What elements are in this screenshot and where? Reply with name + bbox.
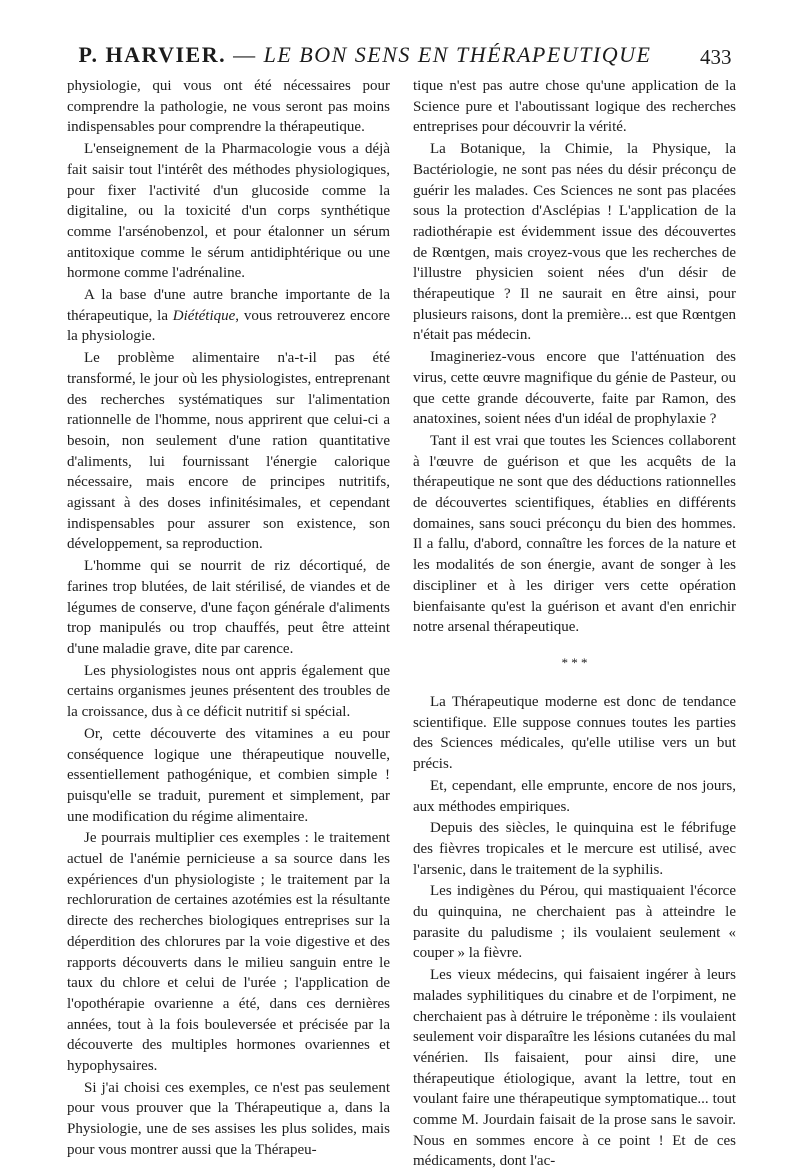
paragraph: La Botanique, la Chimie, la Physique, la Bactériologie, ne sont pas nées du désir préconçu de guérir les malades. Ces Sciences ne sont pas placées sous la protection d'Asclépias ! L'application de la radiothérapie est évidemment issue des découvertes de Rœntgen, mais croyez-vous que les recherches de l'illustre physicien soient nées d'un désir de thérapeutique ? Il ne saurait en être ainsi, pour plusieurs raisons, dont la première... est que Rœntgen n'était pas médecin. xyxy=(413,141,736,344)
paragraph: Si j'ai choisi ces exemples, ce n'est pas seulement pour vous prouver que la Thérapeutique a, dans la Physiologie, une de ses assises les plus solides, mais pour vous montrer aussi que la Thérapeu- xyxy=(67,1079,390,1158)
header-dash: — xyxy=(233,42,257,67)
left-column xyxy=(67,76,390,1158)
paragraph: Les indigènes du Pérou, qui mastiquaient l'écorce du quinquina, ne cherchaient pas à atteindre le parasite du paludisme ; ils voulaient seulement « couper » la fièvre. xyxy=(413,883,736,962)
paragraph: Depuis des siècles, le quinquina est le fébrifuge des fièvres tropicales et le mercure est utilisé, avec l'arsenic, dans le traitement de la syphilis. xyxy=(413,820,736,878)
running-header xyxy=(0,0,800,84)
paragraph: Tant il est vrai que toutes les Sciences collaborent à l'œuvre de guérison et que les acquêts de la thérapeutique ne sont que des déductions rationnelles de découvertes scientifiques, établies en différents domaines, sans souci préconçu du bien des hommes. Il a fallu, d'abord, connaître les forces de la nature et les modalités de son énergie, avant de songer à les discipliner et à les diriger vers cette opération bienfaisante qu'est la guérison et avant d'en enrichir notre arsenal thérapeutique. xyxy=(413,432,736,636)
emphasis: Diététique xyxy=(172,307,236,324)
paragraph: Le problème alimentaire n'a-t-il pas été transformé, le jour où les physiologistes, entreprenant des recherches systématiques sur l'alimentation rationnelle de l'homme, nous apprirent que celui-ci a besoin, non seulement d'une ration quantitative d'aliments, lui fournissant l'énergie calorique nécessaire, mais encore de principes nutritifs, agissant à des doses infinitésimales, et cependant indispensables pour assurer son existence, son développement, sa reproduction. xyxy=(67,350,390,553)
paragraph: A la base d'une autre branche importante de la thérapeutique, la Diététique, vous retrouverez encore la physiologie. xyxy=(67,287,390,345)
header-title xyxy=(70,42,660,68)
paragraph: L'homme qui se nourrit de riz décortiqué, de farines trop blutées, de lait stérilisé, de viandes et de légumes de conserve, d'une façon générale d'aliments trop manipulés ou trop chauffés, peut être atteint d'une maladie grave, dite par carence. xyxy=(67,558,390,657)
paragraph: Imagineriez-vous encore que l'atténuation des virus, cette œuvre magnifique du génie de Pasteur, ou que cette grande découverte, faite par Ramon, des anatoxines, soient nées d'un idéal de prophylaxie ? xyxy=(413,349,736,428)
paragraph: physiologie, qui vous ont été nécessaires pour comprendre la pathologie, ne vous seront pas moins indispensables pour comprendre la thérapeutique. xyxy=(67,78,390,136)
header-work-title: LE BON SENS EN THÉRAPEUTIQUE xyxy=(263,42,652,67)
paragraph: L'enseignement de la Pharmacologie vous a déjà fait saisir tout l'intérêt des méthodes physiologiques, pour fixer l'activité d'un glucoside comme la digitaline, ou la toxicité d'un corps synthétique comme l'arsénobenzol, et pour étalonner un sérum antitoxique comme le sérum antidiphtérique ou une hormone comme l'adrénaline. xyxy=(67,141,390,282)
header-author: P. HARVIER. xyxy=(78,42,227,67)
paragraph: Et, cependant, elle emprunte, encore de nos jours, aux méthodes empiriques. xyxy=(413,777,736,815)
paragraph: Les physiologistes nous ont appris également que certains organismes jeunes présentent des troubles de la croissance, dus à ce déficit nutritif si spécial. xyxy=(67,662,390,721)
paragraph: Les vieux médecins, qui faisaient ingérer à leurs malades syphilitiques du cinabre et de l'orpiment, ne cherchaient pas à détruire le tréponème : ils voulaient seulement voir disparaître les lésions cutanées du mal vénérien. Ils faisaient, pour ainsi dire, une thérapeutique étiologique, avant la lettre, tout en voulant faire une thérapeutique symptomatique... tout comme M. Jourdain faisait de la prose sans le savoir. Nous en sommes encore à ce point ! Et de ces médicaments, dont l'ac- xyxy=(413,967,736,1170)
paragraph: tique n'est pas autre chose qu'une application de la Science pure et l'aboutissant logique des recherches entreprises pour découvrir la vérité. xyxy=(413,78,736,136)
paragraph: Je pourrais multiplier ces exemples : le traitement actuel de l'anémie pernicieuse a sa source dans les expériences d'un physiologiste ; le traitement par la rechloruration de certaines azotémies est la résultante directe des recherches biologiques entreprises sur la déperdition des chlorures par la voie digestive et des rapports découverts dans le milieu sanguin entre le taux du chlore et celui de l'urée ; l'application de l'opothérapie ovarienne a été, dans ces dernières années, tout à la fois bouleversée et précisée par la découverte des multiples hormones ovariennes et hypophysaires. xyxy=(67,830,390,1075)
right-column xyxy=(413,76,736,1170)
page-number: 433 xyxy=(700,45,732,69)
paragraph: La Thérapeutique moderne est donc de tendance scientifique. Elle suppose connues toutes les parties des Sciences médicales, qu'elle utilise vers un but précis. xyxy=(413,693,736,773)
paragraph: Or, cette découverte des vitamines a eu pour conséquence logique une thérapeutique nouvelle, essentiellement pathogénique, et combien simple ! puisqu'elle se traduit, purement et simplement, par une modification du régime alimentaire. xyxy=(67,725,390,825)
section-break-asterism: * * * xyxy=(561,654,588,670)
